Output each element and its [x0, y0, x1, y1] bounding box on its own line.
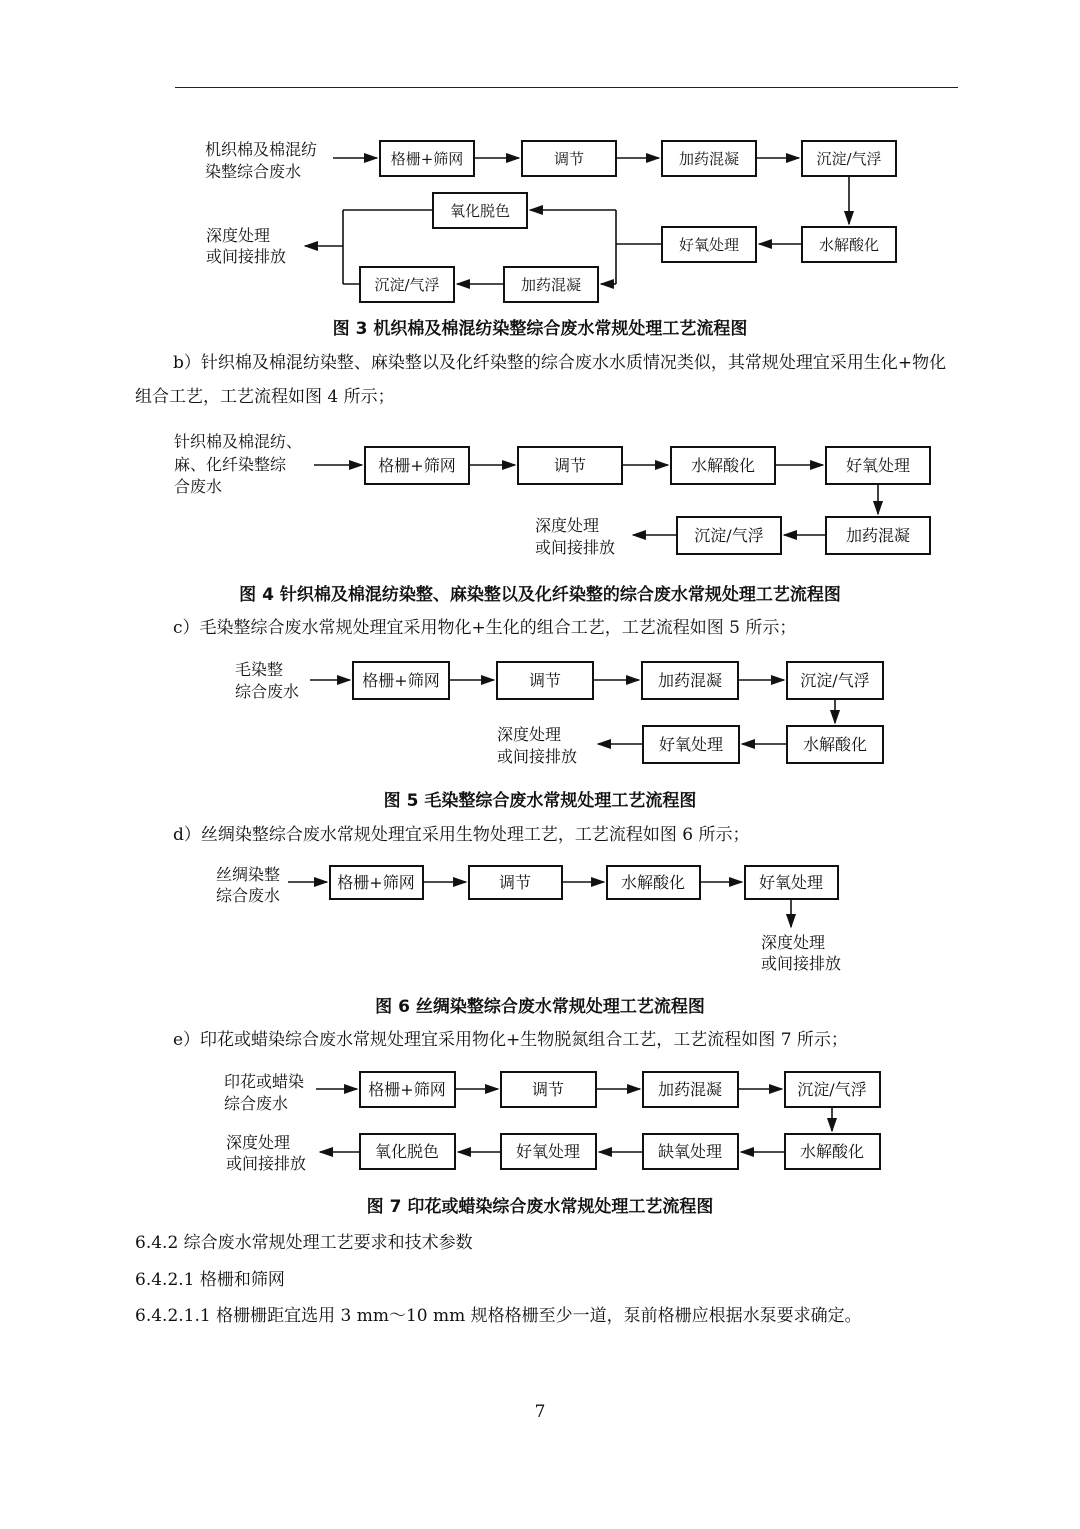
fig5-box-label: 调节	[528, 671, 562, 690]
fig6-box-label: 格栅+筛网	[337, 873, 415, 892]
fig7-box-label: 加药混凝	[657, 1080, 723, 1099]
fig3-box-label: 格栅+筛网	[390, 150, 464, 168]
figure-3-flowchart	[0, 120, 1080, 310]
figure-5-caption: 图 5 毛染整综合废水常规处理工艺流程图	[383, 791, 697, 811]
fig7-box-label: 格栅+筛网	[368, 1080, 446, 1099]
fig4-output-label: 或间接排放	[535, 538, 616, 557]
section-6-4-2-1-1-text: 6.4.2.1.1 格栅栅距宜选用 3 mm～10 mm 规格格栅至少一道，泵前格栅应根据水泵要求确定。	[135, 1306, 862, 1326]
header-rule	[175, 87, 958, 88]
fig7-box-label: 好氧处理	[515, 1142, 581, 1161]
fig3-box-label: 沉淀/气浮	[374, 276, 440, 294]
fig4-box-label: 格栅+筛网	[378, 456, 456, 475]
fig5-output-label: 或间接排放	[497, 747, 578, 766]
figure-4-caption: 图 4 针织棉及棉混纺染整、麻染整以及化纤染整的综合废水常规处理工艺流程图	[239, 585, 841, 605]
fig5-box-label: 水解酸化	[802, 735, 868, 754]
figure-7-flowchart	[0, 1063, 1080, 1183]
fig5-output-label: 深度处理	[497, 725, 562, 744]
fig6-input-label: 丝绸染整	[216, 865, 281, 884]
fig5-input-label: 毛染整	[235, 660, 284, 679]
figure-7-caption: 图 7 印花或蜡染综合废水常规处理工艺流程图	[366, 1197, 714, 1217]
fig3-box-label: 加药混凝	[678, 150, 740, 168]
fig4-box-label: 沉淀/气浮	[694, 526, 764, 545]
fig5-box-label: 加药混凝	[657, 671, 723, 690]
fig7-box-label: 缺氧处理	[657, 1142, 723, 1161]
fig5-box-label: 沉淀/气浮	[800, 671, 870, 690]
fig4-box-label: 好氧处理	[845, 456, 911, 475]
section-6-4-2-heading: 6.4.2 综合废水常规处理工艺要求和技术参数	[135, 1233, 473, 1253]
fig7-box-label: 沉淀/气浮	[797, 1080, 867, 1099]
fig3-box-label: 水解酸化	[818, 236, 880, 254]
fig6-input-label: 综合废水	[216, 886, 281, 905]
fig4-box-label: 水解酸化	[690, 456, 756, 475]
fig3-box-label: 调节	[553, 150, 585, 168]
fig6-output-label: 深度处理	[761, 933, 826, 952]
fig4-box-label: 加药混凝	[845, 526, 911, 545]
fig6-box-label: 水解酸化	[620, 873, 686, 892]
fig5-box-label: 好氧处理	[658, 735, 724, 754]
fig3-box-label: 加药混凝	[520, 276, 582, 294]
figure-3-caption: 图 3 机织棉及棉混纺染整综合废水常规处理工艺流程图	[332, 319, 748, 339]
fig7-output-label: 深度处理	[226, 1133, 291, 1152]
page-number: 7	[534, 1402, 546, 1422]
fig6-output-label: 或间接排放	[761, 954, 842, 973]
figure-4-flowchart	[0, 425, 1080, 565]
fig3-box-label: 好氧处理	[678, 236, 740, 254]
figure-6-flowchart	[0, 858, 1080, 978]
paragraph-d: d）丝绸染整综合废水常规处理宜采用生物处理工艺，工艺流程如图 6 所示；	[173, 825, 750, 845]
fig4-input-label: 麻、化纤染整综	[174, 455, 287, 474]
fig3-box-label: 沉淀/气浮	[816, 150, 882, 168]
fig7-output-label: 或间接排放	[226, 1154, 307, 1173]
figure-5-flowchart	[0, 652, 1080, 772]
fig4-output-label: 深度处理	[535, 516, 600, 535]
fig4-input-label: 针织棉及棉混纺、	[174, 432, 303, 451]
paragraph-e: e）印花或蜡染综合废水常规处理宜采用物化+生物脱氮组合工艺，工艺流程如图 7 所示；	[173, 1030, 848, 1050]
fig6-box-label: 调节	[498, 873, 532, 892]
fig7-box-label: 调节	[531, 1080, 565, 1099]
fig7-input-label: 印花或蜡染	[224, 1072, 305, 1091]
figure-6-caption: 图 6 丝绸染整综合废水常规处理工艺流程图	[375, 997, 705, 1017]
paragraph-c: c）毛染整综合废水常规处理宜采用物化+生化的组合工艺，工艺流程如图 5 所示；	[173, 618, 797, 638]
fig5-input-label: 综合废水	[235, 682, 300, 701]
fig3-output-label: 或间接排放	[206, 247, 287, 266]
fig3-input-label: 机织棉及棉混纺	[205, 140, 318, 159]
fig7-input-label: 综合废水	[224, 1094, 289, 1113]
fig3-box-label: 氧化脱色	[449, 202, 511, 220]
paragraph-b: b）针织棉及棉混纺染整、麻染整以及化纤染整的综合废水水质情况类似，其常规处理宜采用生化+物化组合工艺，工艺流程如图 4 所示；	[135, 353, 947, 407]
fig4-input-label: 合废水	[174, 477, 223, 496]
fig3-input-label: 染整综合废水	[205, 162, 302, 181]
section-6-4-2-1-heading: 6.4.2.1 格栅和筛网	[135, 1270, 285, 1290]
fig7-box-label: 氧化脱色	[374, 1142, 440, 1161]
fig3-output-label: 深度处理	[206, 226, 271, 245]
fig7-box-label: 水解酸化	[799, 1142, 865, 1161]
fig5-box-label: 格栅+筛网	[362, 671, 440, 690]
fig4-box-label: 调节	[553, 456, 587, 475]
fig6-box-label: 好氧处理	[758, 873, 824, 892]
